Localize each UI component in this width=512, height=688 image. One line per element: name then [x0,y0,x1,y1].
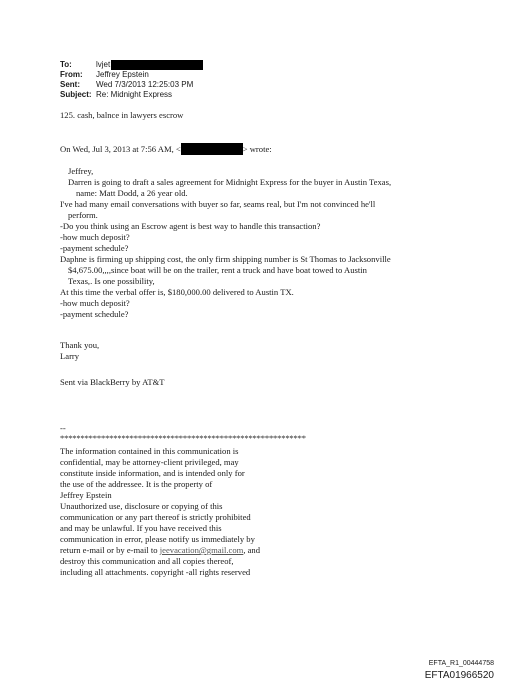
to-row [60,60,203,70]
body-line: Darren is going to draft a sales agreement for Midnight Express for the buyer in Austin Texas, [68,177,392,187]
disclaimer-line: Unauthorized use, disclosure or copying of this [60,501,223,511]
body-line: At this time the verbal offer is, $180,000.00 delivered to Austin TX. [60,287,294,297]
disclaimer-line: confidential, may be attorney-client privileged, may [60,457,239,467]
disclaimer [60,446,260,578]
signoff-line: Larry [60,351,80,361]
sent-value: Wed 7/3/2013 12:25:03 PM [96,80,194,89]
quote-suffix: > wrote: [242,143,272,154]
body-line: Jeffrey, [68,166,94,176]
body-line: $4,675.00,,,,since boat will be on the trailer, rent a truck and have boat towed to Austin [68,265,367,275]
footer-ref-large: EFTA01966520 [424,670,494,681]
disclaimer-line: constitute inside information, and is intended only for [60,468,245,478]
body-line: -how much deposit? [60,298,130,308]
disclaimer-line: Jeffrey Epstein [60,490,112,500]
to-value: lvjet [96,60,111,69]
message-body [60,166,391,320]
signoff-line: Thank you, [60,340,100,350]
subject-row [60,90,203,100]
disclaimer-separator: ************************************************************ [60,433,306,443]
disclaimer-line: the use of the addressee. It is the property of [60,479,213,489]
body-line: Texas,. Is one possibility, [68,276,155,286]
disclaimer-line: communication or any part thereof is strictly prohibited [60,512,251,522]
quote-prefix: On Wed, Jul 3, 2013 at 7:56 AM, < [60,143,181,154]
reply-text: 125. cash, balnce in lawyers escrow [60,110,184,120]
email-suffix: , and [243,545,261,555]
from-row [60,70,203,80]
disclaimer-line: communication in error, please notify us immediately by [60,534,255,544]
body-line: -payment schedule? [60,309,129,319]
disclaimer-dashes: -- [60,423,66,433]
signoff [60,340,99,362]
sent-via: Sent via BlackBerry by AT&T [60,377,165,387]
sent-label: Sent: [60,80,80,89]
disclaimer-email-line [60,545,260,556]
body-line: I've had many email conversations with buyer so far, seams real, but I'm not convinced he'll [60,199,376,209]
from-label: From: [60,70,83,79]
body-line: Daphne is firming up shipping cost, the only firm shipping number is St Thomas to Jacksonville [60,254,391,264]
redaction-box [181,143,243,155]
disclaimer-line: and may be unlawful. If you have received this [60,523,222,533]
email-link[interactable]: jeevacation@gmail.com [159,545,244,555]
from-value: Jeffrey Epstein [96,70,149,79]
body-line: -payment schedule? [60,243,129,253]
body-line: perform. [68,210,98,220]
disclaimer-line: destroy this communication and all copies thereof, [60,556,234,566]
disclaimer-line: The information contained in this communication is [60,446,239,456]
body-line: name: Matt Dodd, a 26 year old. [76,188,188,198]
footer-ref-small: EFTA_R1_00444758 [428,660,494,667]
subject-label: Subject: [60,90,92,99]
redaction-box [111,60,203,70]
disclaimer-line: including all attachments. copyright -all rights reserved [60,567,251,577]
quote-header [60,143,272,155]
to-label: To: [60,60,72,69]
sent-row [60,80,203,90]
email-header [60,60,203,100]
body-line: -Do you think using an Escrow agent is best way to handle this transaction? [60,221,321,231]
email-prefix: return e-mail or by e-mail to [60,545,160,555]
body-line: -how much deposit? [60,232,130,242]
subject-value: Re: Midnight Express [96,90,173,99]
